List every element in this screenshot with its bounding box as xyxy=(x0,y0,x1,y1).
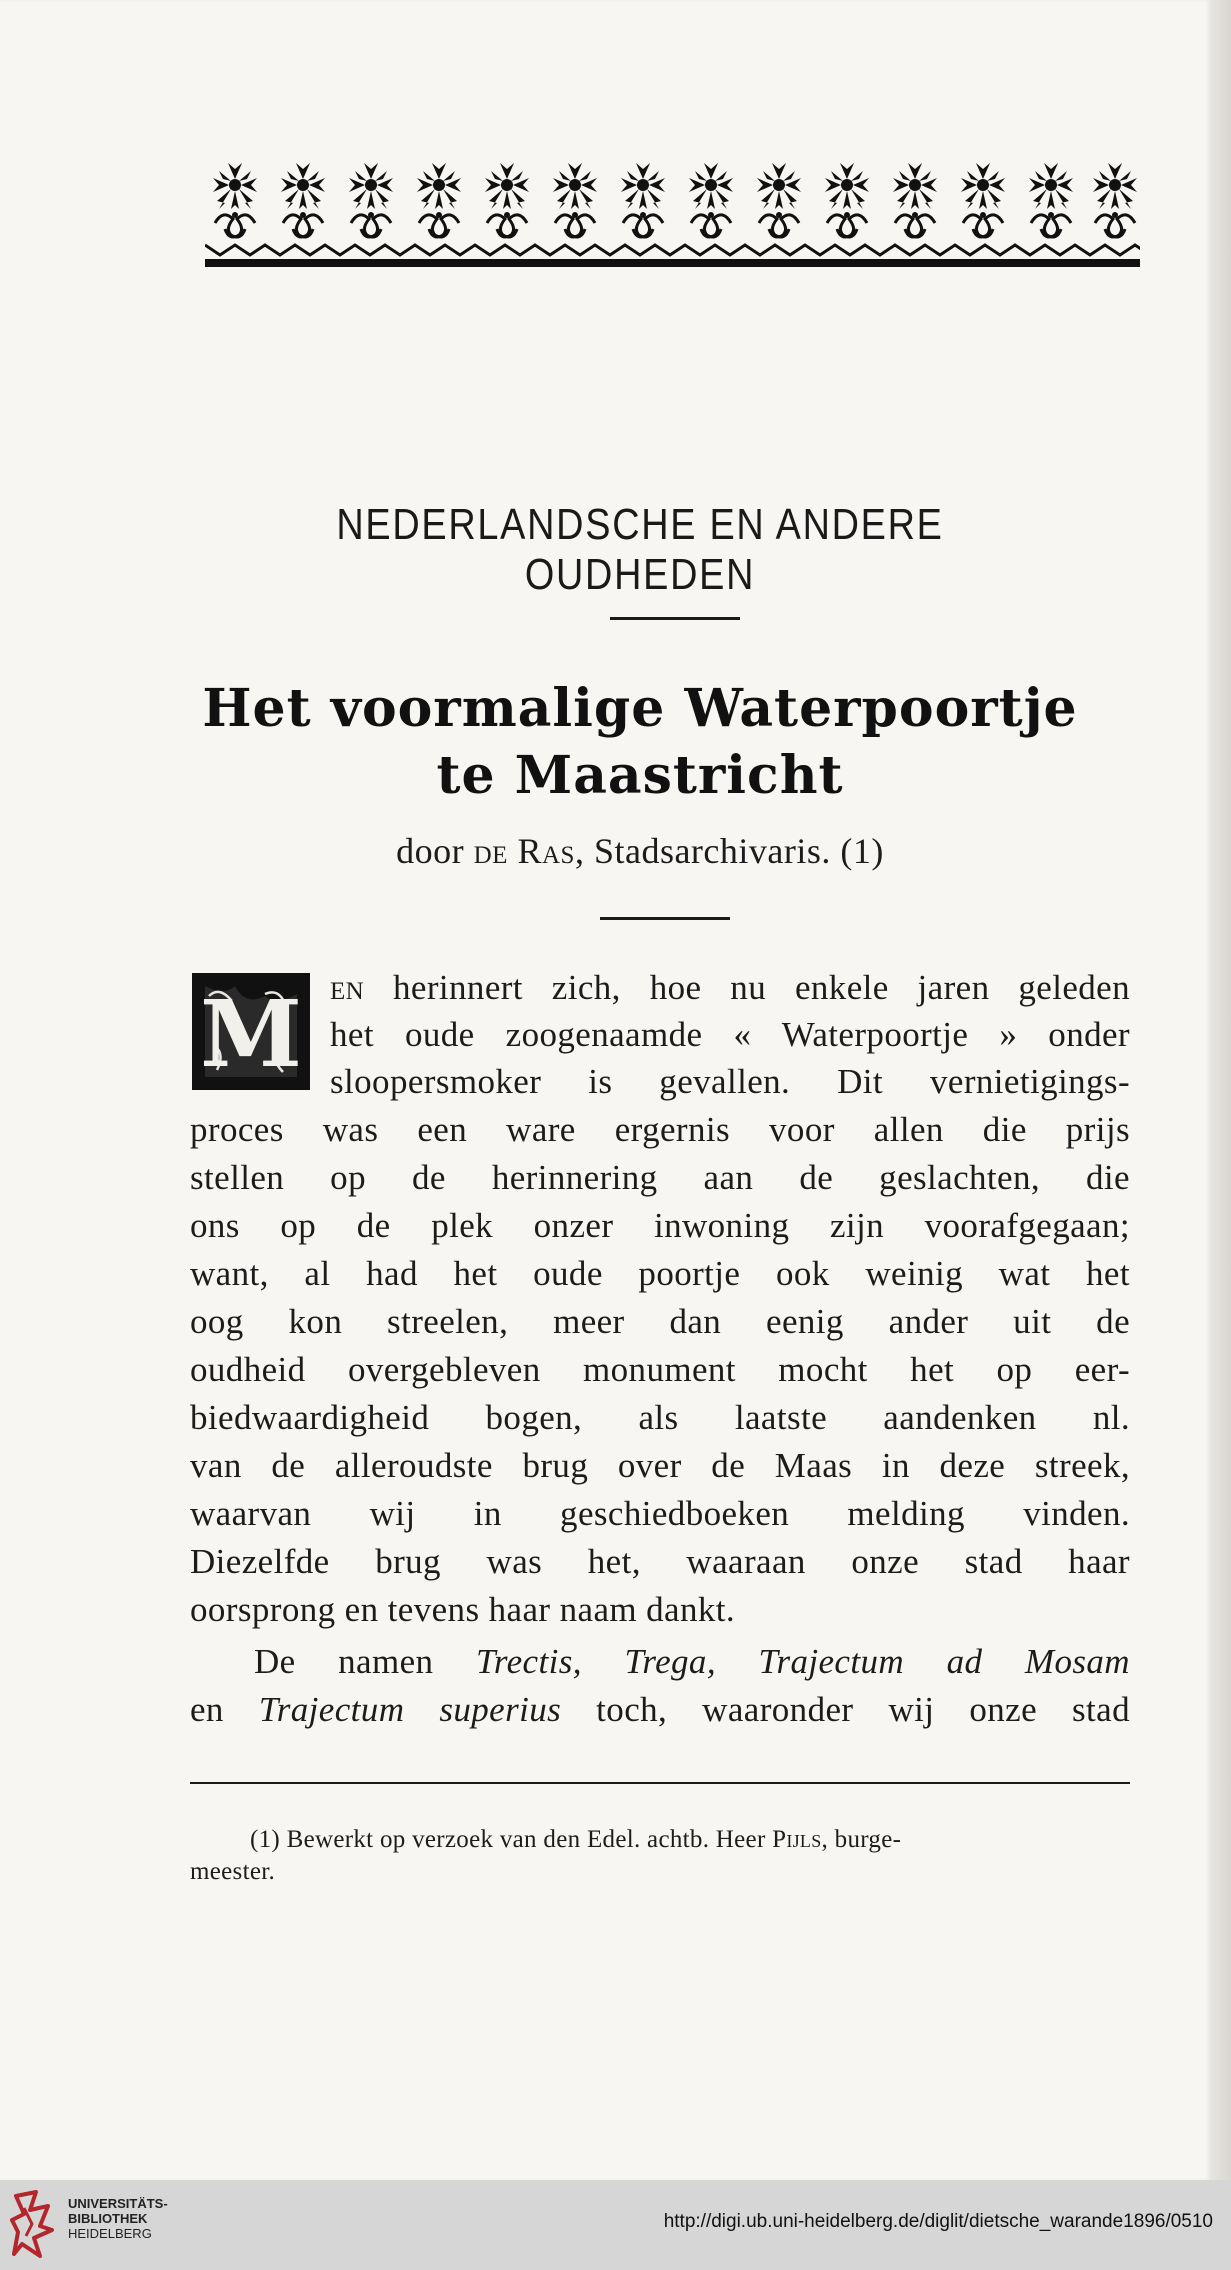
body-line-10: biedwaardigheid bogen, als laatste aandenken nl. xyxy=(190,1398,1130,1437)
footnote-divider xyxy=(190,1782,1130,1784)
para2-line-2 xyxy=(190,1690,1130,1730)
dropcap-m xyxy=(192,973,310,1090)
body-line-3: sloopersmoker is gevallen. Dit vernietigings- xyxy=(330,1062,1130,1101)
body-line-2: het oude zoogenaamde « Waterpoortje » onder xyxy=(330,1015,1130,1054)
body-line-7: want, al had het oude poortje ook weinig wat het xyxy=(190,1254,1130,1293)
body-line-12: waarvan wij in geschiedboeken melding vinden. xyxy=(190,1494,1130,1533)
footnote-text-a: (1) Bewerkt op verzoek van den Edel. achtb. Heer xyxy=(250,1826,773,1853)
article-title-line-1: Het voormalige Waterpoortje xyxy=(202,678,1078,739)
body-line-9: oudheid overgebleven monument mocht het op eer- xyxy=(190,1350,1130,1389)
university-name-line-1: UNIVERSITÄTS- xyxy=(68,2196,168,2211)
title-divider-bottom xyxy=(600,917,730,920)
byline-prefix: door xyxy=(396,831,474,871)
university-name-line-3: HEIDELBERG xyxy=(68,2226,152,2241)
body-line-1-text: herinnert zich, hoe nu enkele jaren geleden xyxy=(364,968,1130,1007)
body-line-6: ons op de plek onzer inwoning zijn voorafgegaan; xyxy=(190,1206,1130,1245)
university-name-line-2: BIBLIOTHEK xyxy=(68,2211,148,2226)
dropcap-ornament-icon xyxy=(195,976,307,1087)
body-line-13: Diezelfde brug was het, waaraan onze stad haar xyxy=(190,1542,1130,1581)
body-line-14: oorsprong en tevens haar naam dankt. xyxy=(190,1590,736,1629)
source-url-link[interactable]: http://digi.ub.uni-heidelberg.de/diglit/dietsche_warande1896/0510 xyxy=(663,2211,1213,2232)
university-name xyxy=(68,2196,168,2241)
para2-line-1-italic: Trectis, Trega, Trajectum ad Mosam xyxy=(475,1642,1130,1681)
svg-text:M: M xyxy=(200,980,302,1087)
body-line-4: proces was een ware ergernis voor allen die prijs xyxy=(190,1110,1130,1149)
body-line-1 xyxy=(330,968,1130,1008)
section-heading: NEDERLANDSCHE EN ANDERE OUDHEDEN xyxy=(336,500,944,599)
body-line-1-smallcaps: en xyxy=(330,968,365,1007)
university-logo-icon xyxy=(10,2190,56,2260)
ornamental-header-border xyxy=(205,145,1140,270)
footnote-name: Pijls xyxy=(772,1826,822,1853)
body-line-8: oog kon streelen, meer dan eenig ander uit de xyxy=(190,1302,1130,1341)
body-line-11: van de alleroudste brug over de Maas in deze streek, xyxy=(190,1446,1130,1485)
title-divider-top xyxy=(610,617,740,620)
para2-line-2-end: toch, waaronder wij onze stad xyxy=(561,1690,1130,1729)
footnote-line-1 xyxy=(250,1826,901,1854)
body-line-5: stellen op de herinnering aan de geslachten, die xyxy=(190,1158,1130,1197)
byline-suffix: , Stadsarchivaris. (1) xyxy=(574,831,884,871)
article-title-line-2: te Maastricht xyxy=(436,745,844,806)
para2-line-1-text: De namen xyxy=(254,1642,476,1681)
footnote-text-b: , burge- xyxy=(821,1826,902,1853)
byline-author-ras: Ras xyxy=(507,831,575,871)
para2-line-2-italic: Trajectum superius xyxy=(258,1690,562,1729)
byline-author-de: de xyxy=(473,831,508,871)
footnote-line-2: meester. xyxy=(190,1858,276,1885)
byline xyxy=(160,830,1120,872)
page-spine-shadow xyxy=(1210,0,1231,2180)
para2-line-1 xyxy=(254,1642,1130,1682)
para2-line-2-start: en xyxy=(190,1690,259,1729)
